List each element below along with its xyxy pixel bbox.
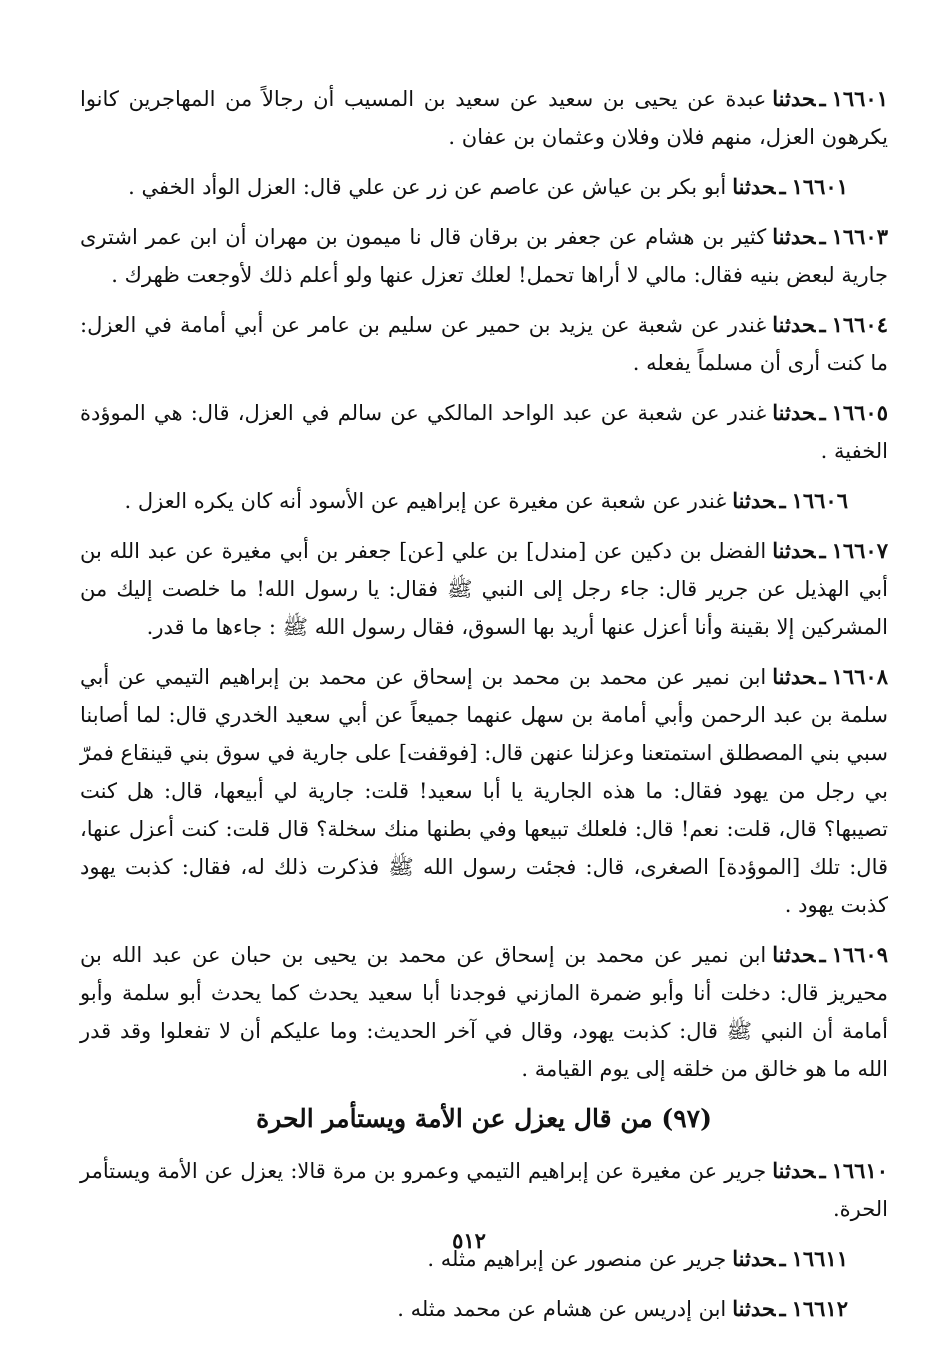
- hadith-dash: ـ: [819, 538, 826, 563]
- hadith-dash: ـ: [779, 1246, 786, 1271]
- hadith-number: ١٦٦٠٨: [831, 664, 888, 689]
- hadith-dash: ـ: [819, 86, 826, 111]
- hadith-text: عبدة عن يحيى بن سعيد عن سعيد بن المسيب أن رجالاً من المهاجرين كانوا يكرهون العزل، منهم فلان وفلان وعثمان بن عفان .: [80, 87, 888, 149]
- hadith-text: ابن إدريس عن هشام عن محمد مثله .: [397, 1297, 727, 1321]
- hadith-number: ١٦٦٠٣: [831, 224, 888, 249]
- hadith-16603: [80, 218, 888, 294]
- hadith-dash: ـ: [819, 312, 826, 337]
- hadith-text: أبو بكر بن عياش عن عاصم عن زر عن علي قال: العزل الوأد الخفي .: [128, 175, 727, 199]
- hadith-lead: حدثنا: [732, 488, 776, 513]
- hadith-number: ١٦٦١١: [791, 1246, 848, 1271]
- hadith-lead: حدثنا: [732, 1246, 776, 1271]
- hadith-text: ابن نمير عن محمد بن محمد بن إسحاق عن محمد بن إبراهيم التيمي عن أبي سلمة بن عبد الرحمن وأبي أمامة بن سهل عنهما جميعاً عن أبي سعيد الخدري قال: لما أصابنا سبي بني المصطلق استمتعنا وعزلنا عنهن قال: [فوقفت] على جارية في سوق بني قينقاع فمرّ بي رجل من يهود فقال: ما هذه الجارية يا أبا سعيد! قلت: جارية لي أبيعها، قال: هل كنت تصيبها؟ قال، قلت: نعم! قال: فلعلك تبيعها وفي بطنها منك سخلة؟ قال قلت: كنت أعزل عنها، قال: تلك [الموؤدة] الصغرى، قال: فجئت رسول الله ﷺ فذكرت ذلك له، فقال: كذبت يهود كذبت يهود .: [80, 665, 889, 917]
- hadith-16604: [80, 306, 888, 382]
- hadith-lead: حدثنا: [772, 224, 816, 249]
- hadith-number: ١٦٦١٠: [831, 1158, 888, 1183]
- hadith-16601: [80, 80, 888, 156]
- chapter-heading: (٩٧) من قال يعزل عن الأمة ويستأمر الحرة: [256, 1104, 712, 1133]
- hadith-number: ١٦٦٠٩: [831, 942, 888, 967]
- hadith-dash: ـ: [819, 942, 826, 967]
- hadith-dash: ـ: [779, 174, 786, 199]
- hadith-16608: [80, 658, 888, 924]
- hadith-lead: حدثنا: [732, 174, 776, 199]
- hadith-text: غندر عن شعبة عن عبد الواحد المالكي عن سالم في العزل، قال: هي الموؤدة الخفية .: [80, 401, 888, 463]
- hadith-lead: حدثنا: [772, 400, 816, 425]
- hadith-lead: حدثنا: [772, 942, 816, 967]
- hadith-number: ١٦٦٠١: [791, 174, 848, 199]
- hadith-number: ١٦٦٠٥: [831, 400, 888, 425]
- hadith-dash: ـ: [819, 400, 826, 425]
- hadith-dash: ـ: [819, 664, 826, 689]
- hadith-16601b: [80, 168, 888, 206]
- hadith-16609: [80, 936, 888, 1088]
- hadith-dash: ـ: [779, 488, 786, 513]
- page-body: [80, 80, 888, 1340]
- hadith-dash: ـ: [819, 224, 826, 249]
- hadith-16612: [80, 1290, 888, 1328]
- hadith-number: ١٦٦٠٦: [791, 488, 848, 513]
- hadith-number: ١٦٦٠٧: [831, 538, 888, 563]
- hadith-lead: حدثنا: [772, 86, 816, 111]
- hadith-number: ١٦٦٠١: [831, 86, 888, 111]
- hadith-16606: [80, 482, 888, 520]
- hadith-text: جرير عن منصور عن إبراهيم مثله .: [427, 1247, 727, 1271]
- hadith-number: ١٦٦٠٤: [831, 312, 888, 337]
- hadith-lead: حدثنا: [772, 538, 816, 563]
- hadith-text: الفضل بن دكين عن [مندل] بن علي [عن] جعفر بن أبي مغيرة عن عبد الله بن أبي الهذيل عن جرير قال: جاء رجل إلى النبي ﷺ فقال: يا رسول الله! ما خلصت إليك من المشركين إلا بقينة وأنا أعزل عنها أريد بها السوق، فقال رسول الله ﷺ : جاءها ما قدر.: [80, 539, 888, 639]
- hadith-lead: حدثنا: [772, 664, 816, 689]
- hadith-lead: حدثنا: [772, 1158, 816, 1183]
- hadith-16610: [80, 1152, 888, 1228]
- hadith-dash: ـ: [779, 1296, 786, 1321]
- hadith-16607: [80, 532, 888, 646]
- hadith-16605: [80, 394, 888, 470]
- hadith-text: كثير بن هشام عن جعفر بن برقان قال نا ميمون بن مهران أن ابن عمر اشترى جارية لبعض بنيه فقال: مالي لا أراها تحمل! لعلك تعزل عنها ولو أعلم ذلك لأوجعت ظهرك .: [80, 225, 888, 287]
- hadith-dash: ـ: [819, 1158, 826, 1183]
- hadith-text: ابن نمير عن محمد بن إسحاق عن محمد بن يحيى بن حبان عن عبد الله بن محيريز قال: دخلت أنا وأبو ضمرة المازني فوجدنا أبا سعيد يحدث كما يحدث أبو سلمة وأبو أمامة أن النبي ﷺ قال: كذبت يهود، وقال في آخر الحديث: وما عليكم أن لا تفعلوا وقد قدر الله ما هو خالق من خلقه إلى يوم القيامة .: [80, 943, 888, 1081]
- hadith-number: ١٦٦١٢: [791, 1296, 848, 1321]
- hadith-text: غندر عن شعبة عن يزيد بن حمير عن سليم بن عامر عن أبي أمامة في العزل: ما كنت أرى أن مسلماً يفعله .: [80, 313, 888, 375]
- hadith-text: جرير عن مغيرة عن إبراهيم التيمي وعمرو بن مرة قالا: يعزل عن الأمة ويستأمر الحرة.: [80, 1159, 888, 1221]
- hadith-lead: حدثنا: [732, 1296, 776, 1321]
- hadith-lead: حدثنا: [772, 312, 816, 337]
- page-number: ٥١٢: [452, 1228, 486, 1253]
- hadith-text: غندر عن شعبة عن مغيرة عن إبراهيم عن الأسود أنه كان يكره العزل .: [124, 489, 727, 513]
